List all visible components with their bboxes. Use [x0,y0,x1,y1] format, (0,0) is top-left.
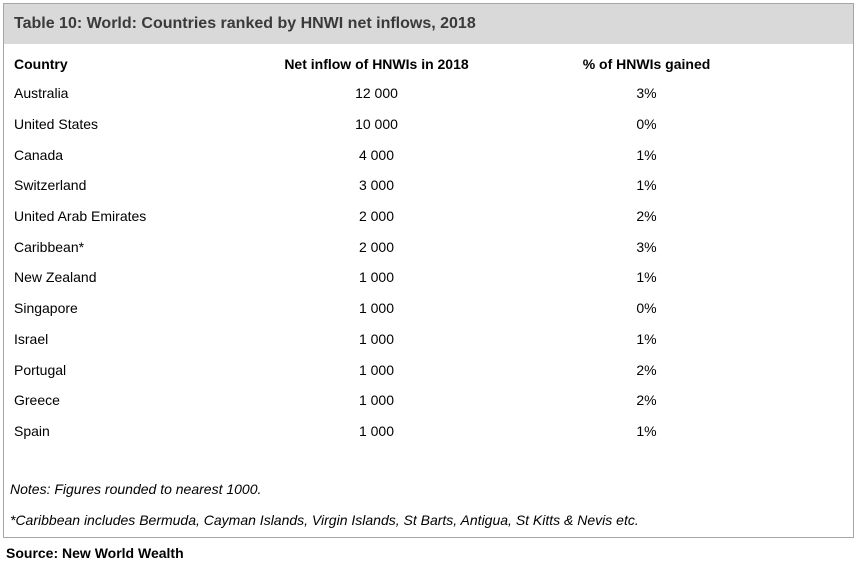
table-row [14,109,814,140]
table-row [14,139,814,170]
cell-country: New Zealand [14,269,97,286]
table-row [14,262,814,293]
cell-country: United Arab Emirates [14,208,147,225]
table-row [14,201,814,232]
header-country: Country [14,56,68,72]
header-pct-gained: % of HNWIs gained [582,56,711,72]
table-row [14,293,814,324]
cell-net-inflow: 1 000 [358,422,395,439]
cell-net-inflow: 2 000 [358,208,395,225]
table-row [14,324,814,355]
table-row [14,78,814,109]
cell-country: Israel [14,330,49,347]
cell-net-inflow: 1 000 [358,392,395,409]
cell-country: Singapore [14,300,78,317]
cell-pct-gained: 1% [636,269,657,286]
cell-pct-gained: 1% [636,422,657,439]
note-caribbean: *Caribbean includes Bermuda, Cayman Islands, Virgin Islands, St Barts, Antigua, St Kitts & Nevis etc. [10,512,639,528]
cell-pct-gained: 2% [636,361,657,378]
cell-pct-gained: 0% [636,116,657,133]
cell-net-inflow: 1 000 [358,361,395,378]
table-frame [3,3,854,538]
table-row [14,354,814,385]
cell-net-inflow: 1 000 [358,330,395,347]
cell-pct-gained: 2% [636,208,657,225]
cell-net-inflow: 2 000 [358,238,395,255]
cell-country: Portugal [14,361,67,378]
table-header-row [14,50,814,78]
cell-pct-gained: 2% [636,392,657,409]
cell-pct-gained: 1% [636,330,657,347]
cell-country: Caribbean* [14,238,85,255]
cell-pct-gained: 3% [636,85,657,102]
cell-net-inflow: 12 000 [355,85,398,102]
note-rounding: Notes: Figures rounded to nearest 1000. [10,481,262,497]
cell-country: Greece [14,392,60,409]
table-body [14,78,814,446]
cell-country: Switzerland [14,177,87,194]
table-title: Table 10: World: Countries ranked by HNWI net inflows, 2018 [4,4,853,44]
cell-net-inflow: 10 000 [355,116,398,133]
cell-pct-gained: 1% [636,146,657,163]
cell-country: Spain [14,422,50,439]
source-line: Source: New World Wealth [6,545,184,561]
cell-country: United States [14,116,99,133]
table-row [14,231,814,262]
cell-net-inflow: 1 000 [358,269,395,286]
header-net-inflow: Net inflow of HNWIs in 2018 [284,56,469,72]
hnwi-inflow-table [14,50,814,446]
cell-country: Australia [14,85,69,102]
table-row [14,416,814,447]
cell-country: Canada [14,146,64,163]
cell-pct-gained: 0% [636,300,657,317]
table-row [14,170,814,201]
cell-pct-gained: 3% [636,238,657,255]
table-row [14,385,814,416]
cell-pct-gained: 1% [636,177,657,194]
cell-net-inflow: 3 000 [358,177,395,194]
cell-net-inflow: 4 000 [358,146,395,163]
cell-net-inflow: 1 000 [358,300,395,317]
